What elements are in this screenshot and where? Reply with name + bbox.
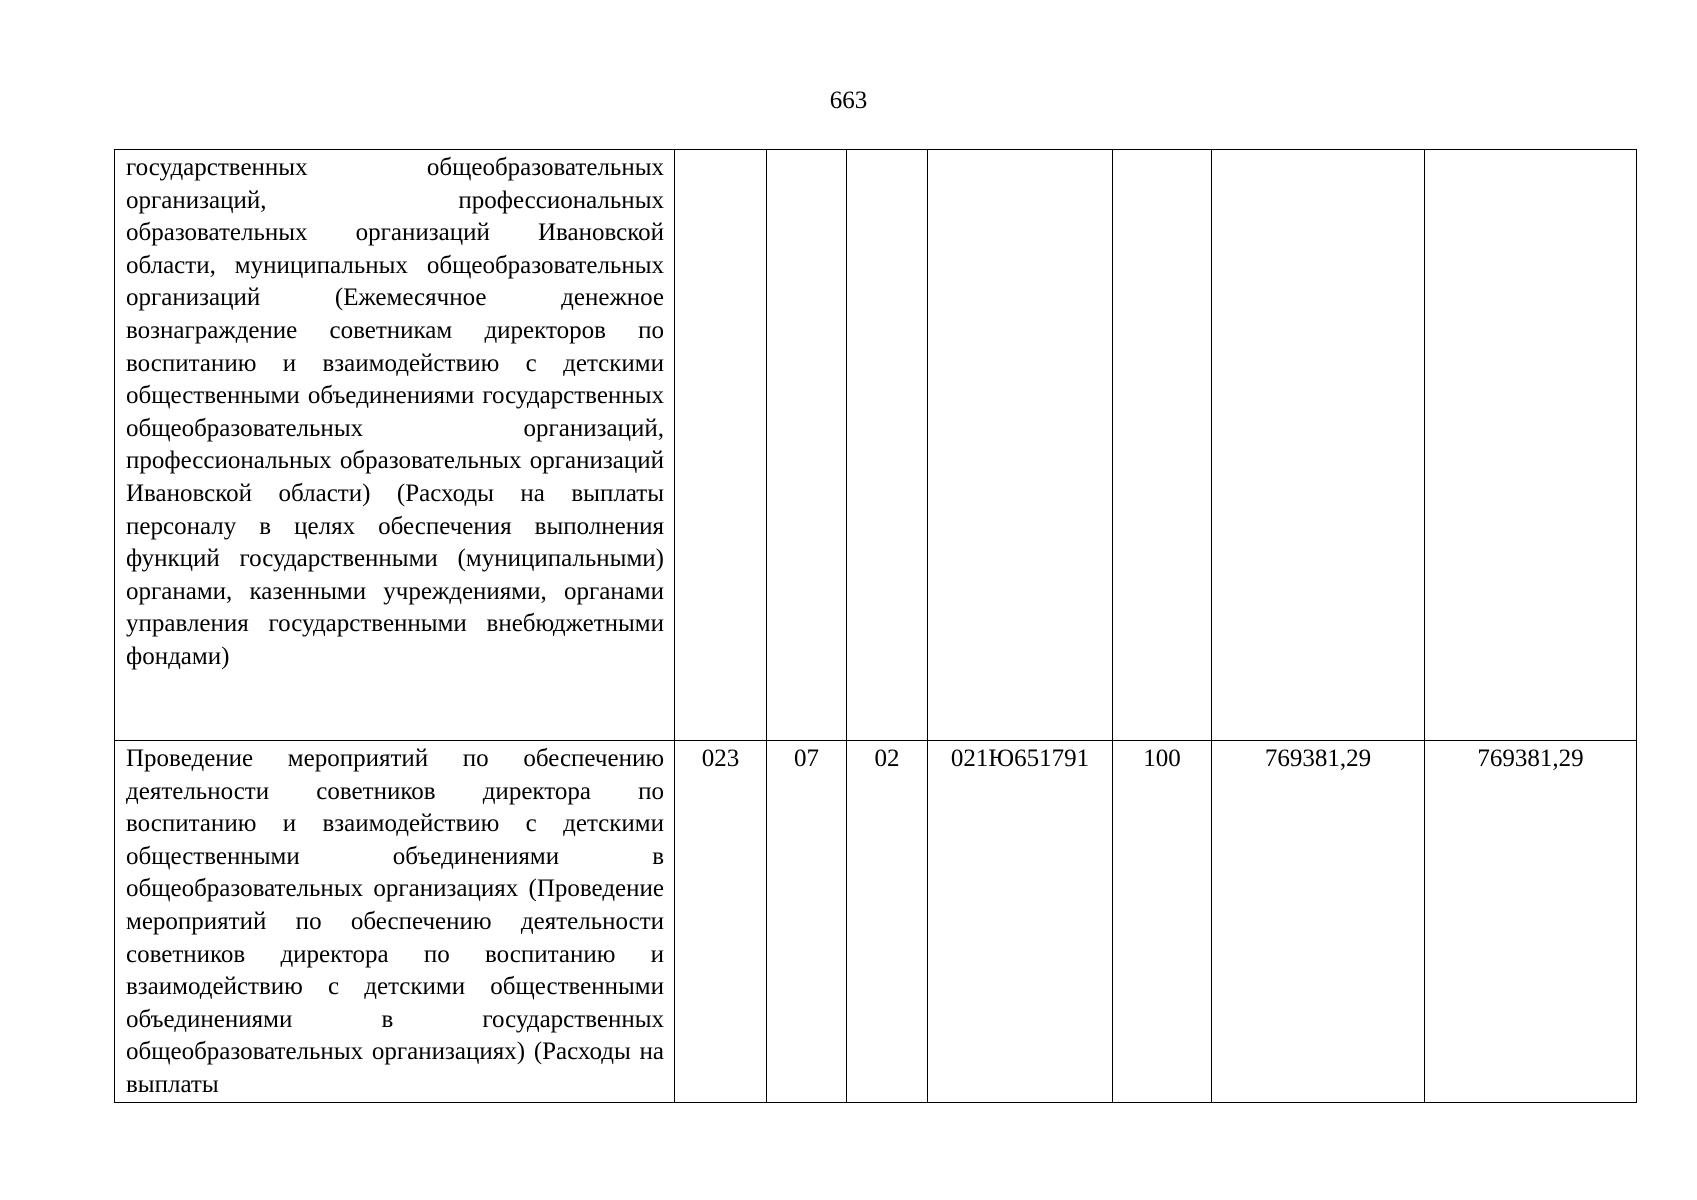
table-row [115,150,1637,741]
budget-table [114,149,1637,1103]
description-cell: государственных общеобразовательных организаций, профессиональных образовательных организаций Ивановской области, муниципальных общеобразовательных организаций (Ежемесячное денежное вознаграждение советникам директоров по воспитанию и взаимодействию с детскими общественными объединениями государственных общеобразовательных организаций, профессиональных образовательных организаций Ивановской области) (Расходы на выплаты персоналу в целях обеспечения выполнения функций государственными (муниципальными) органами, казенными учреждениями, органами управления государственными внебюджетными фондами) [115,150,675,741]
amount-cell-2: 769381,29 [1425,741,1637,1103]
subsection-cell [847,150,928,741]
expense-type-cell [1113,150,1212,741]
table-row [115,741,1637,1103]
target-article-cell: 021Ю651791 [928,741,1113,1103]
amount-cell-2 [1425,150,1637,741]
ministry-code-cell [675,150,767,741]
page-number: 663 [829,87,868,114]
subsection-cell: 02 [847,741,928,1103]
ministry-code-cell: 023 [675,741,767,1103]
amount-cell-1 [1212,150,1425,741]
expense-type-cell: 100 [1113,741,1212,1103]
description-cell: Проведение мероприятий по обеспечению деятельности советников директора по воспитанию и взаимодействию с детскими общественными объединениями в общеобразовательных организациях (Проведение мероприятий по обеспечению деятельности советников директора по воспитанию и взаимодействию с детскими общественными объединениями в государственных общеобразовательных организациях) (Расходы на выплаты [115,741,675,1103]
section-cell [767,150,847,741]
amount-cell-1: 769381,29 [1212,741,1425,1103]
target-article-cell [928,150,1113,741]
section-cell: 07 [767,741,847,1103]
